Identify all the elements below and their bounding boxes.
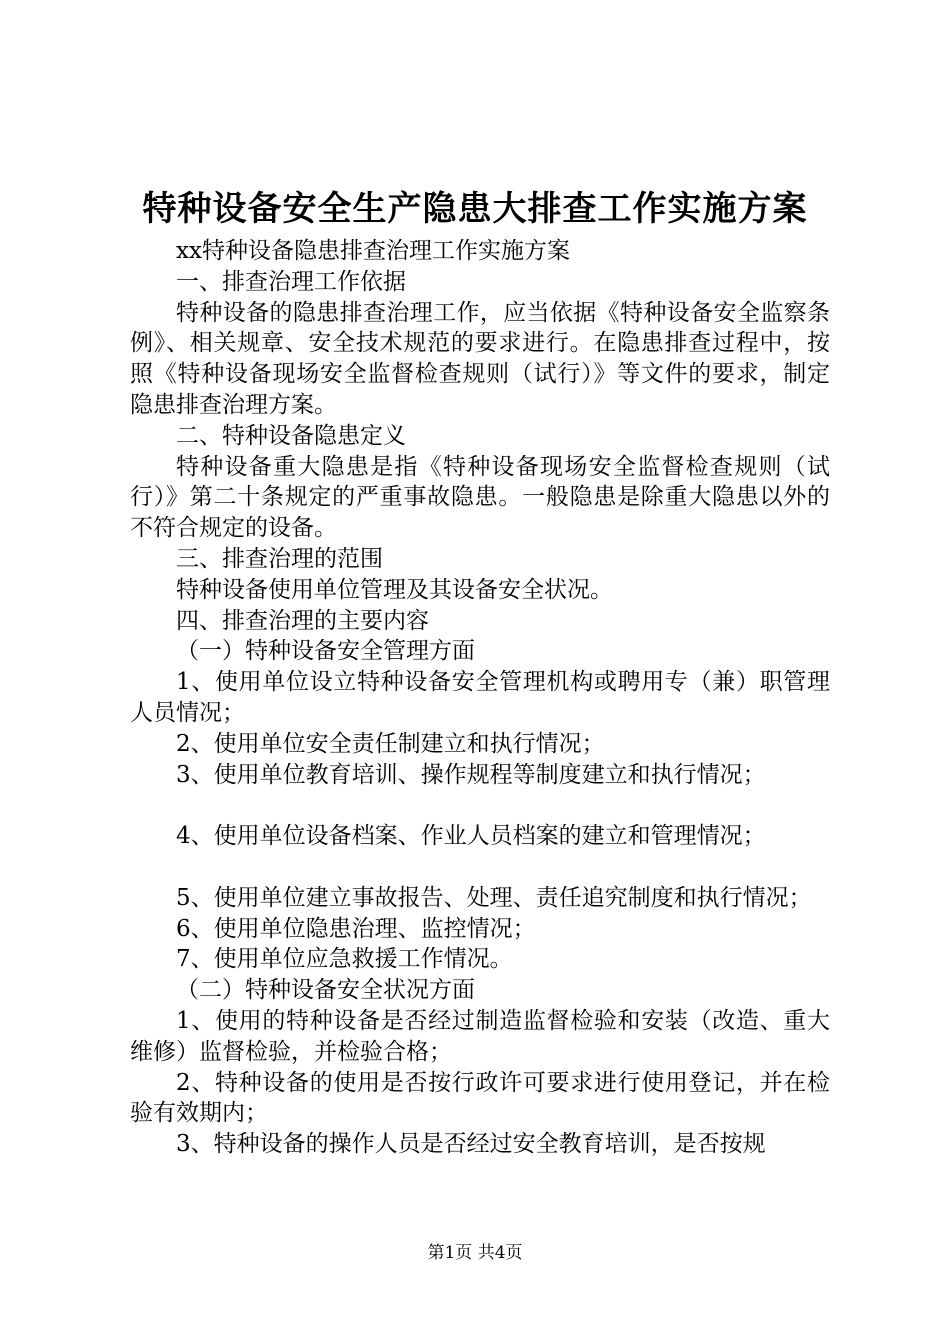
section-heading: 二、特种设备隐患定义 xyxy=(176,422,406,449)
list-item: 3、特种设备的操作人员是否经过安全教育培训，是否按规 xyxy=(176,1131,766,1158)
section-heading: 四、排查治理的主要内容 xyxy=(176,607,429,634)
list-item: 3、使用单位教育培训、操作规程等制度建立和执行情况； xyxy=(176,761,766,788)
list-item: 6、使用单位隐患治理、监控情况； xyxy=(176,915,536,942)
section-heading: 一、排查治理工作依据 xyxy=(176,268,406,295)
paragraph: xx特种设备隐患排查治理工作实施方案 xyxy=(176,238,570,264)
sub-heading: （二）特种设备安全状况方面 xyxy=(176,977,475,1004)
document-title: 特种设备安全生产隐患大排查工作实施方案 xyxy=(142,189,808,229)
list-item: 2、使用单位安全责任制建立和执行情况； xyxy=(176,730,605,757)
list-item: 1、使用单位设立特种设备安全管理机构或聘用专（兼）职管理人员情况； xyxy=(130,669,830,726)
page-number: 第1页 共4页 xyxy=(427,1243,523,1263)
paragraph: 特种设备重大隐患是指《特种设备现场安全监督检查规则（试行）》第二十条规定的严重事故隐患。一般隐患是除重大隐患以外的不符合规定的设备。 xyxy=(130,453,830,542)
list-item: 1、使用的特种设备是否经过制造监督检验和安装（改造、重大维修）监督检验，并检验合格； xyxy=(130,1007,830,1065)
section-heading: 三、排查治理的范围 xyxy=(176,545,383,572)
list-item: 4、使用单位设备档案、作业人员档案的建立和管理情况； xyxy=(176,823,766,850)
list-item: 5、使用单位建立事故报告、处理、责任追究制度和执行情况； xyxy=(176,884,812,911)
sub-heading: （一）特种设备安全管理方面 xyxy=(176,638,475,665)
paragraph: 特种设备的隐患排查治理工作，应当依据《特种设备安全监察条例》、相关规章、安全技术规范的要求进行。在隐患排查过程中，按照《特种设备现场安全监督检查规则（试行）》等文件的要求，制定隐患排查治理方案。 xyxy=(130,299,830,418)
document-body xyxy=(130,236,830,1160)
list-item: 7、使用单位应急救援工作情况。 xyxy=(176,946,513,973)
paragraph: 特种设备使用单位管理及其设备安全状况。 xyxy=(176,576,613,603)
list-item: 2、特种设备的使用是否按行政许可要求进行使用登记，并在检验有效期内； xyxy=(130,1069,830,1127)
